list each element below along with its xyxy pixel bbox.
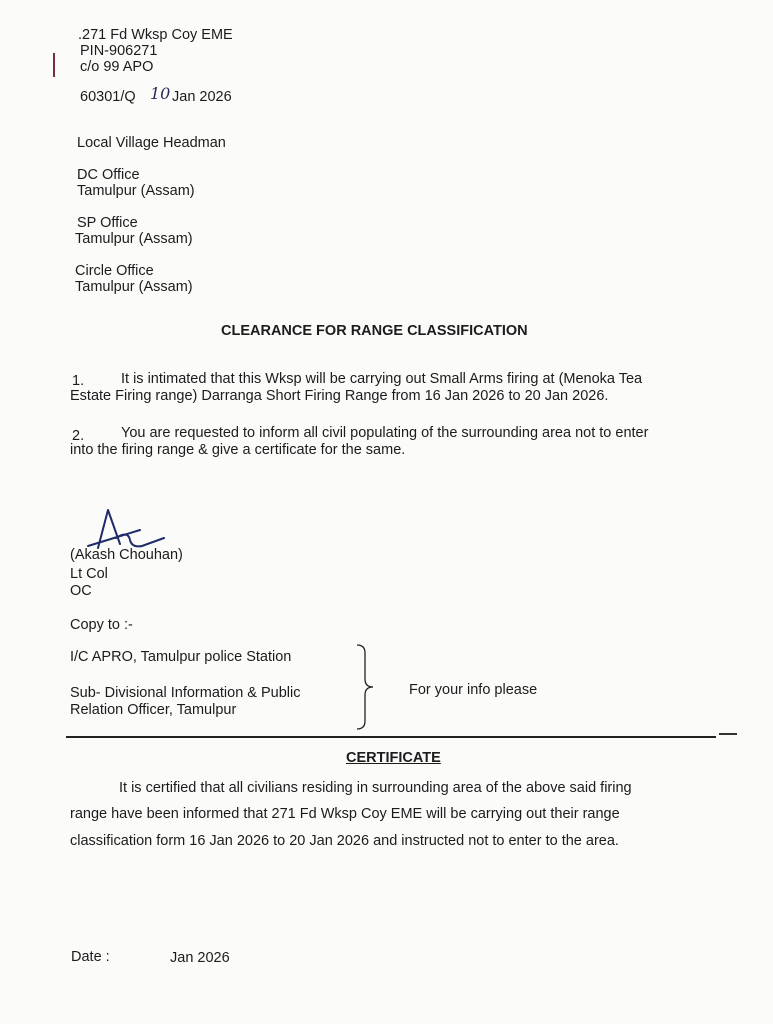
subject-heading: CLEARANCE FOR RANGE CLASSIFICATION	[221, 323, 528, 339]
right-brace	[355, 643, 385, 731]
signatory-appointment: OC	[70, 583, 92, 599]
copy-to-label: Copy to :-	[70, 617, 133, 633]
certificate-line-1: It is certified that all civilians residing in surrounding area of the above said firing	[119, 780, 632, 796]
para-2-number: 2.	[72, 428, 85, 444]
addressee-3-office: SP Office	[77, 215, 138, 231]
signatory-rank: Lt Col	[70, 566, 108, 582]
signatory-name: (Akash Chouhan)	[70, 547, 183, 563]
reference-number: 60301/Q	[80, 89, 136, 105]
reference-date: Jan 2026	[172, 89, 232, 105]
margin-ink-mark	[53, 53, 55, 77]
date-label: Date :	[71, 949, 110, 965]
copy-recipient-2-line-2: Relation Officer, Tamulpur	[70, 702, 237, 718]
para-1-line-1: It is intimated that this Wksp will be carrying out Small Arms firing at (Menoka Tea	[121, 371, 643, 387]
certificate-line-2: range have been informed that 271 Fd Wksp Coy EME will be carrying out their range	[70, 806, 620, 822]
unit-name: .271 Fd Wksp Coy EME	[78, 27, 233, 43]
addressee-1: Local Village Headman	[77, 135, 226, 151]
handwritten-day: 10	[150, 84, 171, 103]
addressee-3-place: Tamulpur (Assam)	[75, 231, 193, 247]
addressee-4-office: Circle Office	[75, 263, 154, 279]
divider-line	[66, 736, 716, 738]
unit-apo: c/o 99 APO	[80, 59, 154, 75]
divider-line-end	[719, 733, 737, 735]
addressee-2-place: Tamulpur (Assam)	[77, 183, 195, 199]
copy-recipient-2-line-1: Sub- Divisional Information & Public	[70, 685, 301, 701]
date-value: Jan 2026	[170, 950, 230, 966]
certificate-line-3: classification form 16 Jan 2026 to 20 Jan 2026 and instructed not to enter to the area.	[70, 833, 619, 849]
addressee-2-office: DC Office	[77, 167, 140, 183]
para-1-number: 1.	[72, 373, 85, 389]
certificate-title: CERTIFICATE	[346, 750, 441, 766]
copy-recipient-1: I/C APRO, Tamulpur police Station	[70, 649, 292, 665]
para-1-line-2: Estate Firing range) Darranga Short Firing Range from 16 Jan 2026 to 20 Jan 2026.	[70, 388, 609, 404]
scan-speck	[680, 62, 688, 68]
para-2-line-2: into the firing range & give a certificate for the same.	[70, 442, 406, 458]
addressee-4-place: Tamulpur (Assam)	[75, 279, 193, 295]
copy-note: For your info please	[409, 682, 538, 698]
para-2-line-1: You are requested to inform all civil populating of the surrounding area not to enter	[121, 425, 649, 441]
unit-pin: PIN-906271	[80, 43, 158, 59]
